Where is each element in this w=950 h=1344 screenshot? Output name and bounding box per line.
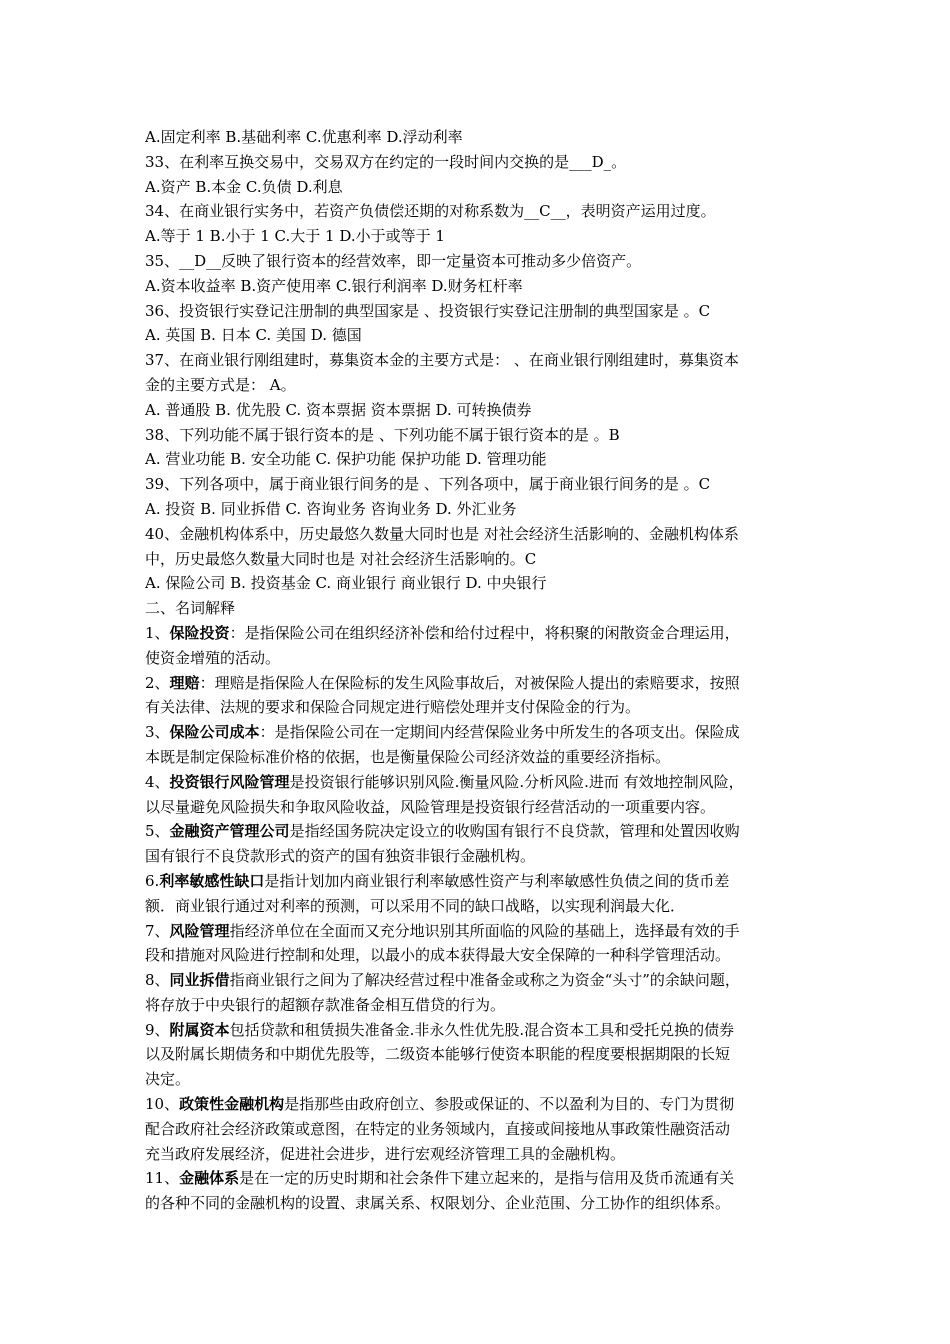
text-line	[145, 274, 817, 299]
item-number: 8、	[145, 971, 170, 990]
text-line	[145, 1092, 817, 1117]
item-number: 11、	[145, 1169, 180, 1188]
line-text: 34、在商业银行实务中，若资产负债偿还期的对称系数为__C__，表明资产运用过度。	[145, 202, 716, 221]
line-text: 使资金增殖的活动。	[145, 648, 281, 667]
line-text: A. 英国 B. 日本 C. 美国 D. 德国	[145, 326, 362, 345]
text-line	[145, 224, 817, 249]
line-text: 包括贷款和租赁损失准备金.非永久性优先股.混合资本工具和受托兑换的债券	[229, 1020, 735, 1039]
text-line	[145, 646, 817, 671]
glossary-term: 投资银行风险管理	[169, 772, 290, 791]
glossary-term: 保险公司成本	[169, 723, 260, 742]
glossary-term: 金融资产管理公司	[169, 822, 290, 841]
item-number: 10、	[145, 1095, 180, 1114]
text-line	[145, 199, 817, 224]
line-text: 金的主要方式是： A。	[145, 375, 296, 394]
text-line	[145, 671, 817, 696]
line-text: A.资本收益率 B.资产使用率 C.银行利润率 D.财务杠杆率	[145, 276, 523, 295]
glossary-term: 政策性金融机构	[179, 1095, 285, 1114]
item-number: 7、	[145, 921, 170, 940]
text-line	[145, 497, 817, 522]
line-text: 40、金融机构体系中，历史最悠久数量大同时也是 对社会经济生活影响的、金融机构体系	[145, 524, 739, 543]
text-line	[145, 1117, 817, 1142]
item-number: 4、	[145, 772, 170, 791]
line-text: 37、在商业银行刚组建时，募集资本金的主要方式是： 、在商业银行刚组建时，募集资本	[145, 351, 739, 370]
line-text: 36、投资银行实登记注册制的典型国家是 、投资银行实登记注册制的典型国家是 。C	[145, 301, 711, 320]
glossary-term: 同业拆借	[169, 971, 230, 990]
text-line	[145, 150, 817, 175]
item-number: 9、	[145, 1020, 170, 1039]
line-text: ：是指保险公司在组织经济补偿和给付过程中，将积聚的闲散资金合理运用，	[229, 623, 740, 642]
glossary-term: 利率敏感性缺口	[159, 871, 265, 890]
text-line	[145, 1166, 817, 1191]
text-line	[145, 1018, 817, 1043]
line-text: 的各种不同的金融机构的设置、隶属关系、权限划分、企业范围、分工协作的组织体系。	[145, 1194, 731, 1213]
line-text: 以及附属长期债务和中期优先股等，二级资本能够行使资本职能的程度要根据期限的长短	[145, 1045, 731, 1064]
line-text: 指经济单位在全面而又充分地识别其所面临的风险的基础上，选择最有效的手	[229, 921, 740, 940]
text-line	[145, 1142, 817, 1167]
item-number: 1、	[145, 623, 170, 642]
text-line	[145, 770, 817, 795]
item-number: 2、	[145, 673, 170, 692]
line-text: A. 保险公司 B. 投资基金 C. 商业银行 商业银行 D. 中央银行	[145, 574, 547, 593]
text-line	[145, 323, 817, 348]
line-text: 二、名词解释	[145, 599, 236, 618]
line-text: 是在一定的历史时期和社会条件下建立起来的，是指与信用及货币流通有关	[239, 1169, 735, 1188]
glossary-term: 附属资本	[169, 1020, 230, 1039]
text-line	[145, 299, 817, 324]
text-line	[145, 894, 817, 919]
text-line	[145, 348, 817, 373]
text-line	[145, 175, 817, 200]
line-text: A. 营业功能 B. 安全功能 C. 保护功能 保护功能 D. 管理功能	[145, 450, 547, 469]
line-text: A.固定利率 B.基础利率 C.优惠利率 D.浮动利率	[145, 128, 463, 146]
line-text: 中，历史最悠久数量大同时也是 对社会经济生活影响的。C	[145, 549, 537, 568]
text-line	[145, 447, 817, 472]
line-text: 是指那些由政府创立、参股或保证的、不以盈利为目的、专门为贯彻	[284, 1095, 735, 1114]
line-text: 是投资银行能够识别风险.衡量风险.分析风险.进而 有效地控制风险，	[289, 772, 744, 791]
glossary-term: 金融体系	[179, 1169, 240, 1188]
line-text: 充当政府发展经济，促进社会进步，进行宏观经济管理工具的金融机构。	[145, 1144, 626, 1163]
text-line	[145, 423, 817, 448]
line-text: 35、__D__反映了银行资本的经营效率，即一定量资本可推动多少倍资产。	[145, 251, 642, 270]
text-line	[145, 1042, 817, 1067]
line-text: 指商业银行之间为了解决经营过程中准备金或称之为资金“头寸”的余缺问题，	[229, 971, 740, 990]
line-text: 是指经国务院决定设立的收购国有银行不良贷款，管理和处置因收购	[289, 822, 740, 841]
text-line	[145, 919, 817, 944]
line-text: 33、在利率互换交易中，交易双方在约定的一段时间内交换的是___D_。	[145, 152, 627, 171]
text-line	[145, 993, 817, 1018]
text-line	[145, 819, 817, 844]
line-text: 额．商业银行通过对利率的预测，可以采用不同的缺口战略，以实现利润最大化．	[145, 896, 686, 915]
text-line	[145, 1191, 817, 1216]
line-text: A.等于 1 B.小于 1 C.大于 1 D.小于或等于 1	[145, 227, 445, 246]
line-text: 配合政府社会经济政策或意图，在特定的业务领域内，直接或间接地从事政策性融资活动	[145, 1119, 731, 1138]
line-text: 本既是制定保险标准价格的依据，也是衡量保险公司经济效益的重要经济指标。	[145, 747, 671, 766]
line-text: ：是指保险公司在一定期间内经营保险业务中所发生的各项支出。保险成	[259, 723, 740, 742]
line-text: 段和措施对风险进行控制和处理，以最小的成本获得最大安全保障的一种科学管理活动。	[145, 946, 731, 965]
line-text: A.资产 B.本金 C.负债 D.利息	[145, 177, 343, 196]
glossary-term: 保险投资	[169, 623, 230, 642]
document-body	[145, 125, 817, 1216]
line-text: A. 普通股 B. 优先股 C. 资本票据 资本票据 D. 可转换债券	[145, 400, 532, 419]
text-line	[145, 1067, 817, 1092]
line-text: 决定。	[145, 1070, 191, 1089]
text-line	[145, 621, 817, 646]
line-text: 有关法律、法规的要求和保险合同规定进行赔偿处理并支付保险金的行为。	[145, 698, 641, 717]
text-line	[145, 943, 817, 968]
line-text: 将存放于中央银行的超额存款准备金相互借贷的行为。	[145, 995, 506, 1014]
text-line	[145, 472, 817, 497]
text-line	[145, 869, 817, 894]
glossary-term: 理赔	[169, 673, 200, 692]
text-line	[145, 249, 817, 274]
text-line	[145, 398, 817, 423]
text-line	[145, 968, 817, 993]
text-line	[145, 844, 817, 869]
line-text: 国有银行不良贷款形式的资产的国有独资非银行金融机构。	[145, 847, 536, 866]
line-text: ：理赔是指保险人在保险标的发生风险事故后，对被保险人提出的索赔要求，按照	[199, 673, 740, 692]
item-number: 6.	[145, 871, 160, 890]
text-line	[145, 125, 817, 150]
text-line	[145, 720, 817, 745]
glossary-term: 风险管理	[169, 921, 230, 940]
text-line	[145, 547, 817, 572]
line-text: 是指计划加内商业银行利率敏感性资产与利率敏感性负债之间的货币差	[264, 871, 730, 890]
item-number: 3、	[145, 723, 170, 742]
line-text: A. 投资 B. 同业拆借 C. 咨询业务 咨询业务 D. 外汇业务	[145, 499, 517, 518]
text-line	[145, 695, 817, 720]
text-line	[145, 795, 817, 820]
text-line	[145, 373, 817, 398]
text-line	[145, 571, 817, 596]
item-number: 5、	[145, 822, 170, 841]
line-text: 以尽量避免风险损失和争取风险收益，风险管理是投资银行经营活动的一项重要内容。	[145, 797, 716, 816]
text-line	[145, 522, 817, 547]
text-line	[145, 596, 817, 621]
text-line	[145, 745, 817, 770]
line-text: 38、下列功能不属于银行资本的是 、下列功能不属于银行资本的是 。B	[145, 425, 620, 444]
line-text: 39、下列各项中，属于商业银行间务的是 、下列各项中，属于商业银行间务的是 。C	[145, 475, 711, 494]
